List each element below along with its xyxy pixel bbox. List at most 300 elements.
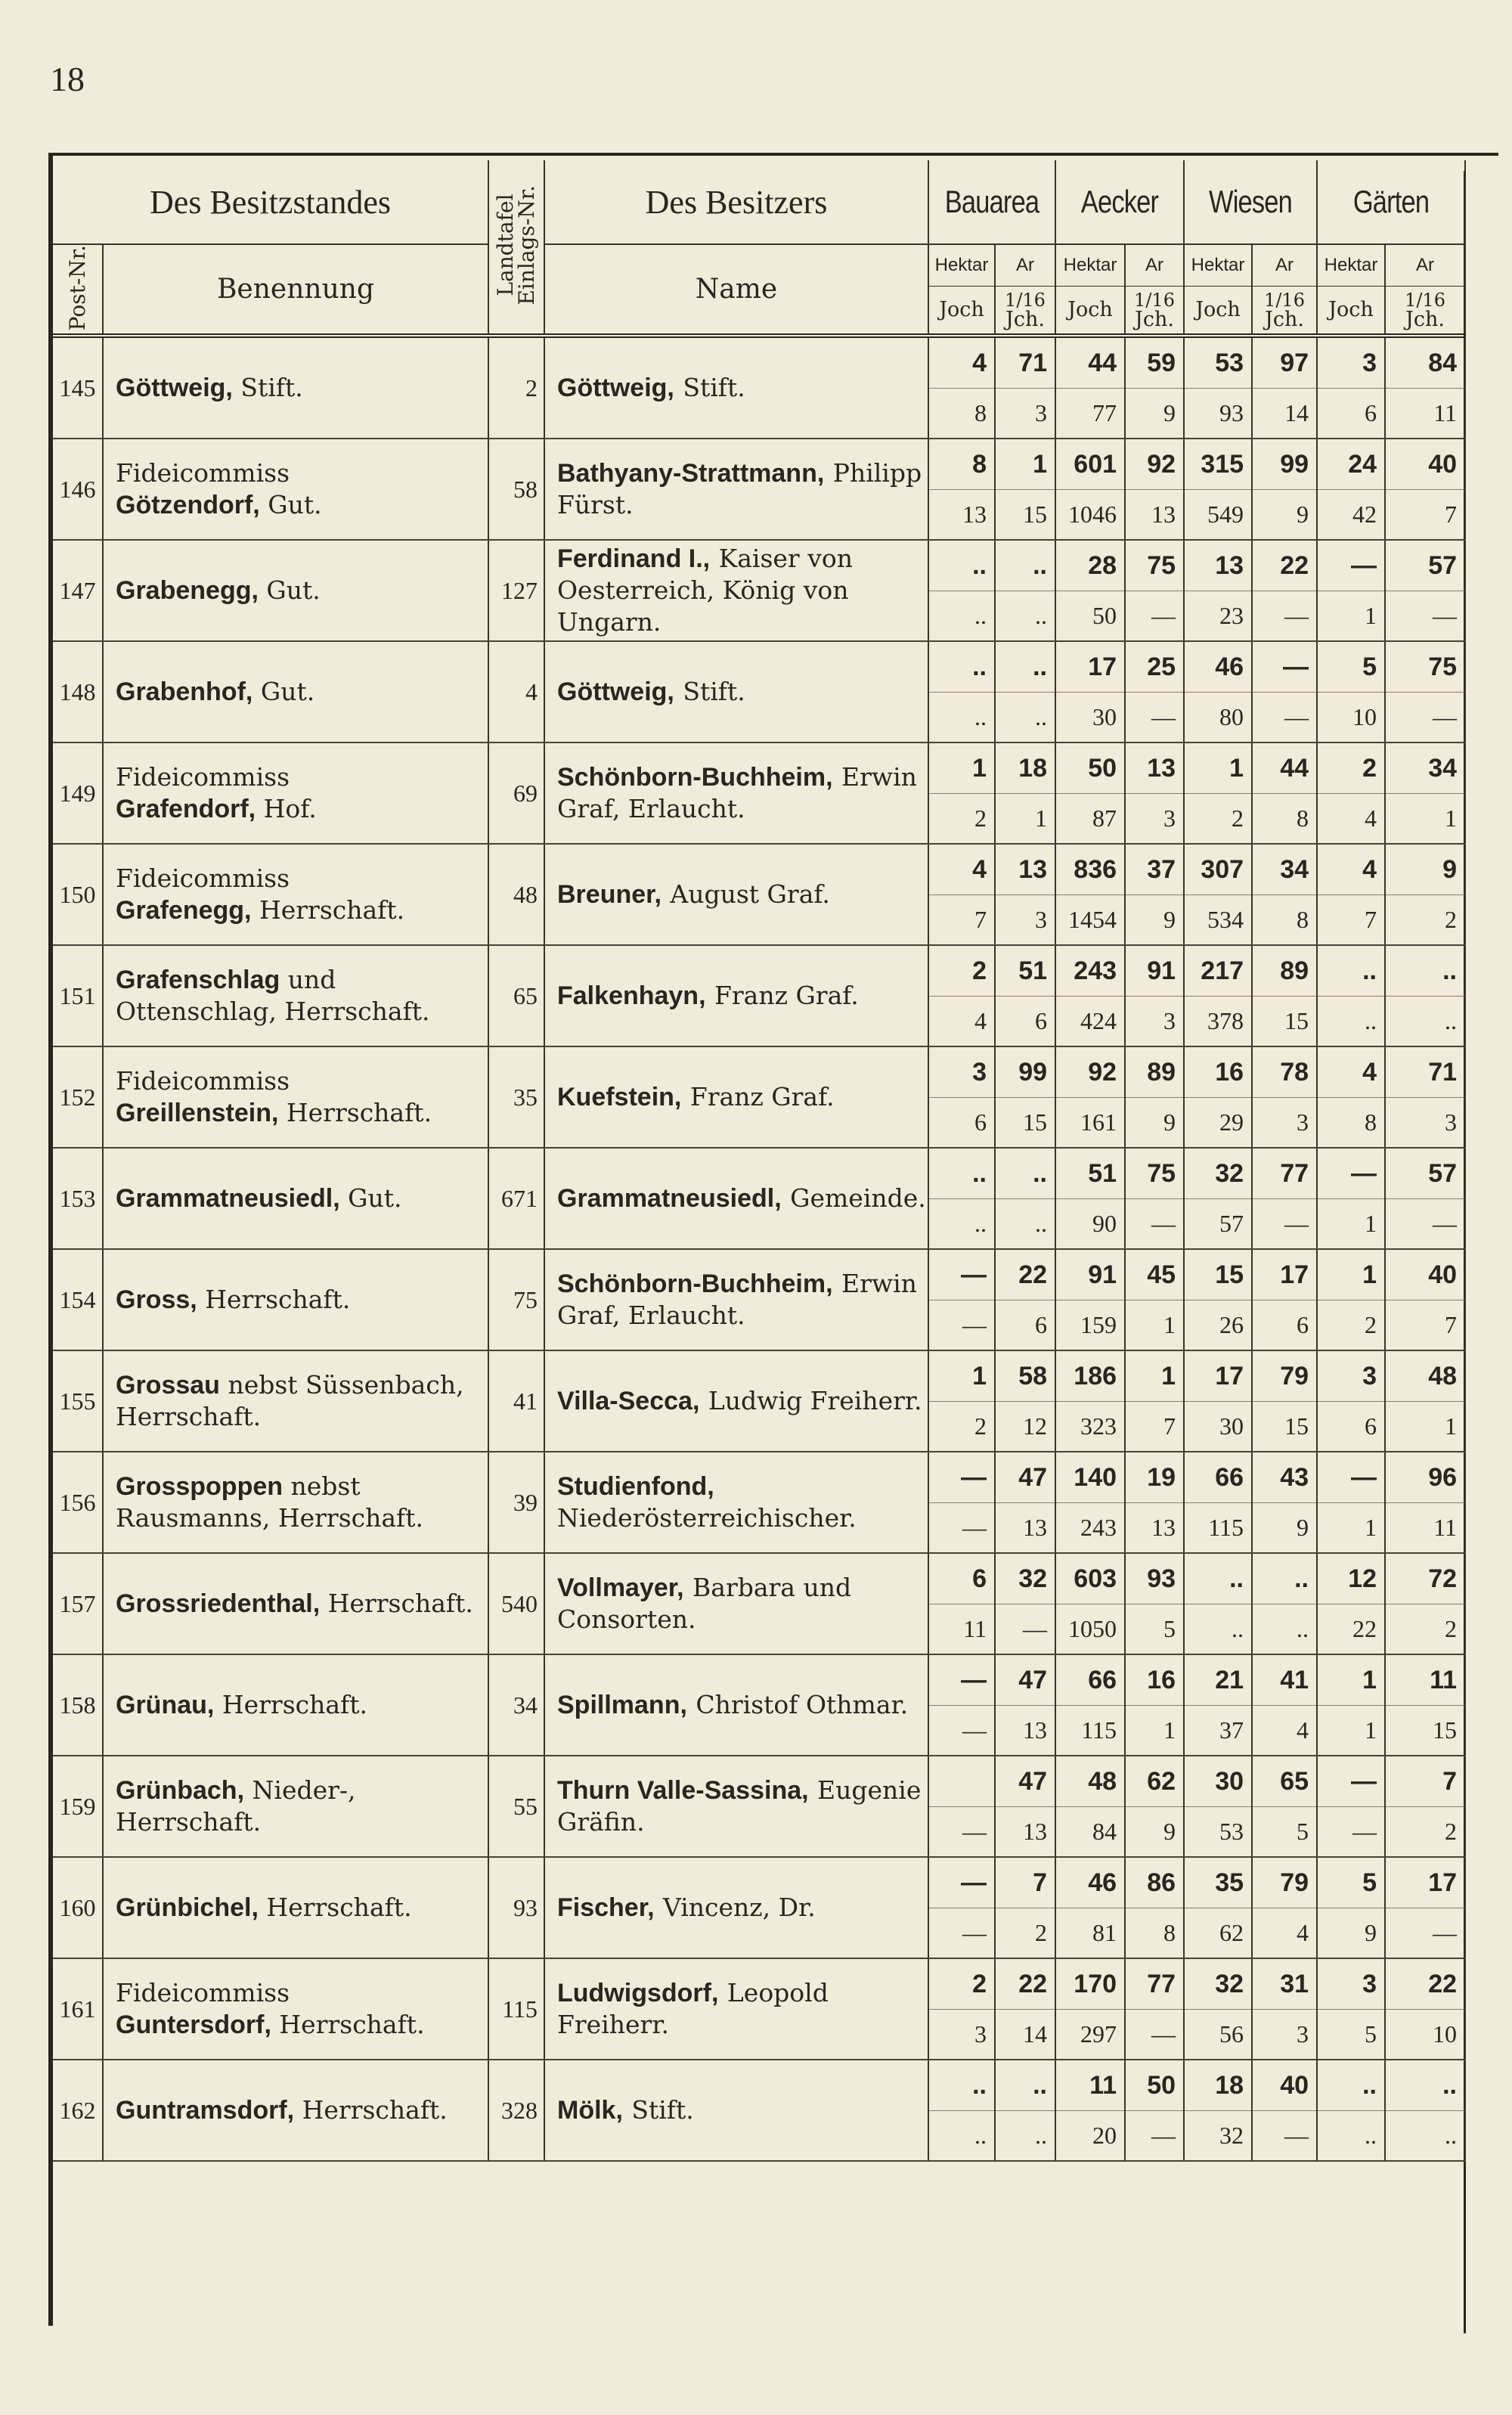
wiesen-ar-cell xyxy=(1252,742,1317,844)
wiesen-metric-value: 66 xyxy=(1185,1452,1251,1503)
bau-metric-value: .. xyxy=(929,642,994,693)
wiesen-metric-value: 18 xyxy=(1185,2060,1251,2111)
estate-name xyxy=(103,1452,488,1553)
gaerten-ar-cell xyxy=(1385,844,1465,945)
estate-description: Herrschaft. xyxy=(278,1098,432,1128)
owner-name xyxy=(544,1654,928,1756)
aecker-hektar-cell xyxy=(1055,641,1125,742)
gaerten-hektar-cell xyxy=(1317,1958,1385,2060)
gaerten-metric-value: 22 xyxy=(1386,1959,1464,2010)
gaerten-old-unit-value: 3 xyxy=(1445,1108,1458,1136)
wiesen-old-unit-value: — xyxy=(1284,2122,1309,2150)
bau-old-unit-value: 2 xyxy=(974,1412,987,1440)
bau-metric-value: .. xyxy=(929,541,994,591)
aecker-metric-value: 17 xyxy=(1056,642,1124,693)
estate-name xyxy=(103,1350,488,1452)
bau-metric-value: 99 xyxy=(996,1047,1055,1098)
aecker-metric-value: 44 xyxy=(1056,338,1124,389)
wiesen-ar-cell xyxy=(1252,439,1317,540)
post-number: 151 xyxy=(53,945,103,1046)
gaerten-hektar-cell xyxy=(1317,1046,1385,1148)
post-number: 158 xyxy=(53,1654,103,1756)
estate-description: Herrschaft. xyxy=(320,1589,473,1619)
wiesen-hektar-cell xyxy=(1184,2060,1252,2161)
wiesen-ar-cell xyxy=(1252,1452,1317,1553)
wiesen-metric-value: 315 xyxy=(1185,439,1251,490)
bau-old-unit-value: — xyxy=(962,1919,987,1947)
estate-name xyxy=(103,1046,488,1148)
wiesen-metric-value: 307 xyxy=(1185,845,1251,895)
gaerten-old-unit-value: .. xyxy=(1365,2122,1377,2150)
gaerten-old-unit-value: 6 xyxy=(1365,1412,1377,1440)
owner-description: Erwin Graf, Erlaucht. xyxy=(557,1269,917,1331)
estate-name xyxy=(103,1654,488,1756)
bau-metric-value: 32 xyxy=(996,1554,1055,1604)
wiesen-metric-value: 44 xyxy=(1253,743,1316,794)
gaerten-metric-value: — xyxy=(1318,1452,1384,1503)
post-nr-header: Post-Nr. xyxy=(53,244,103,336)
estate-title: Grünbach, xyxy=(116,1776,245,1806)
estate-description: nebst Süssenbach, Herrschaft. xyxy=(116,1370,464,1432)
owner-name xyxy=(544,1553,928,1654)
bau-old-unit-value: 2 xyxy=(1035,1919,1048,1947)
einlage-number: 4 xyxy=(488,641,544,742)
owner-name xyxy=(544,1350,928,1452)
einlage-number: 39 xyxy=(488,1452,544,1553)
aecker-metric-value: 75 xyxy=(1126,541,1183,591)
wiesen-metric-value: 16 xyxy=(1185,1047,1251,1098)
wiesen-metric-value: 65 xyxy=(1253,1756,1316,1807)
wiesen-hektar-cell xyxy=(1184,1756,1252,1857)
bau-hektar-cell xyxy=(928,1958,995,2060)
aecker-metric-value: 603 xyxy=(1056,1554,1124,1604)
land-register-table xyxy=(53,160,1466,2162)
page-number: 18 xyxy=(50,60,85,98)
wiesen-metric-value: 46 xyxy=(1185,642,1251,693)
einlage-number: 48 xyxy=(488,844,544,945)
gaerten-metric-value: 9 xyxy=(1386,845,1464,895)
gaerten-old-unit-value: 22 xyxy=(1352,1615,1377,1643)
gaerten-hektar-cell xyxy=(1317,439,1385,540)
bau-old-unit-value: 8 xyxy=(974,399,987,427)
bau-metric-value xyxy=(929,1756,994,1807)
gaerten-old-unit-value: — xyxy=(1433,1210,1458,1238)
einlage-number: 671 xyxy=(488,1148,544,1249)
wiesen-metric-value: 17 xyxy=(1253,1250,1316,1301)
bau-ar-cell xyxy=(995,1958,1055,2060)
gaerten-old-unit-value: 10 xyxy=(1352,703,1377,731)
gaerten-ar-cell xyxy=(1385,945,1465,1046)
gaerten-ar-cell xyxy=(1385,1756,1465,1857)
gaerten-metric-value: — xyxy=(1318,1756,1384,1807)
bau-metric-value: 58 xyxy=(996,1351,1055,1402)
gaerten-old-unit-value: 1 xyxy=(1365,1514,1377,1542)
aecker-old-unit-value: 50 xyxy=(1092,602,1117,630)
unit-hektar: Hektar xyxy=(928,244,995,287)
wiesen-metric-value: 43 xyxy=(1253,1452,1316,1503)
unit-ar: Ar xyxy=(1125,244,1184,287)
bau-hektar-cell xyxy=(928,1148,995,1249)
gaerten-metric-value: .. xyxy=(1318,946,1384,997)
wiesen-metric-value: 32 xyxy=(1185,1149,1251,1199)
aecker-old-unit-value: 3 xyxy=(1163,804,1176,832)
einlage-number: 328 xyxy=(488,2060,544,2161)
wiesen-ar-cell xyxy=(1252,1148,1317,1249)
aecker-hektar-cell xyxy=(1055,1654,1125,1756)
gaerten-hektar-cell xyxy=(1317,2060,1385,2161)
aecker-hektar-cell xyxy=(1055,1553,1125,1654)
wiesen-ar-cell xyxy=(1252,336,1317,439)
bau-old-unit-value: 3 xyxy=(1035,906,1048,934)
gaerten-metric-value: — xyxy=(1318,541,1384,591)
gaerten-ar-cell xyxy=(1385,540,1465,641)
wiesen-ar-cell xyxy=(1252,1857,1317,1958)
bau-ar-cell xyxy=(995,1654,1055,1756)
bau-hektar-cell xyxy=(928,1249,995,1350)
owner-description: Gemeinde. xyxy=(790,1183,926,1214)
owner-title: Kuefstein, xyxy=(557,1083,682,1112)
table-row xyxy=(53,1452,1465,1553)
estate-title: Grafendorf, xyxy=(116,795,256,824)
estate-description: Gut. xyxy=(253,677,315,707)
owner-description: Leopold Freiherr. xyxy=(557,1978,829,2040)
estate-title: Grabenegg, xyxy=(116,576,259,606)
aecker-metric-value: 66 xyxy=(1056,1655,1124,1706)
wiesen-old-unit-value: 14 xyxy=(1284,399,1309,427)
owner-description: Christof Othmar. xyxy=(696,1690,909,1720)
estate-description: Gut. xyxy=(259,490,322,520)
aecker-old-unit-value: 81 xyxy=(1092,1919,1117,1947)
table-row xyxy=(53,844,1465,945)
wiesen-hektar-cell xyxy=(1184,1452,1252,1553)
wiesen-ar-cell xyxy=(1252,945,1317,1046)
aecker-hektar-cell xyxy=(1055,1046,1125,1148)
gaerten-old-unit-value: 6 xyxy=(1365,399,1377,427)
bau-metric-value: .. xyxy=(929,2060,994,2111)
bau-ar-cell xyxy=(995,540,1055,641)
aecker-ar-cell xyxy=(1125,1249,1184,1350)
gaerten-old-unit-value: 4 xyxy=(1365,804,1377,832)
gaerten-hektar-cell xyxy=(1317,1452,1385,1553)
wiesen-ar-cell xyxy=(1252,844,1317,945)
estate-group-header: Des Besitzstandes xyxy=(53,160,488,244)
estate-prefix: Fideicommiss xyxy=(116,762,290,792)
owner-name xyxy=(544,439,928,540)
estate-name xyxy=(103,945,488,1046)
bau-old-unit-value: 1 xyxy=(1035,804,1048,832)
aecker-metric-value: 13 xyxy=(1126,743,1183,794)
gaerten-ar-cell xyxy=(1385,439,1465,540)
bau-metric-value: — xyxy=(929,1250,994,1301)
estate-prefix: Fideicommiss xyxy=(116,1066,290,1096)
owner-name xyxy=(544,844,928,945)
wiesen-ar-cell xyxy=(1252,2060,1317,2161)
bau-metric-value: 3 xyxy=(929,1047,994,1098)
aecker-metric-value: 601 xyxy=(1056,439,1124,490)
aecker-old-unit-value: — xyxy=(1151,2122,1176,2150)
bau-hektar-cell xyxy=(928,1654,995,1756)
estate-description: Herrschaft. xyxy=(197,1285,351,1315)
aecker-hektar-cell xyxy=(1055,1452,1125,1553)
bau-old-unit-value: 13 xyxy=(962,501,987,529)
gaerten-metric-value: 12 xyxy=(1318,1554,1384,1604)
aecker-metric-value: 243 xyxy=(1056,946,1124,997)
owner-description: Stift. xyxy=(683,677,745,707)
aecker-ar-cell xyxy=(1125,540,1184,641)
wiesen-hektar-cell xyxy=(1184,742,1252,844)
estate-description: Gut. xyxy=(339,1183,402,1214)
gaerten-old-unit-value: 8 xyxy=(1365,1108,1377,1136)
einlage-number: 540 xyxy=(488,1553,544,1654)
gaerten-old-unit-value: 1 xyxy=(1445,804,1458,832)
gaerten-hektar-cell xyxy=(1317,641,1385,742)
wiesen-metric-value: 97 xyxy=(1253,338,1316,389)
wiesen-metric-value: 31 xyxy=(1253,1959,1316,2010)
bau-old-unit-value: .. xyxy=(974,703,987,731)
estate-name xyxy=(103,439,488,540)
wiesen-ar-cell xyxy=(1252,540,1317,641)
owner-title: Spillmann, xyxy=(557,1691,687,1720)
wiesen-ar-cell xyxy=(1252,1654,1317,1756)
wiesen-metric-value: 78 xyxy=(1253,1047,1316,1098)
bau-old-unit-value: — xyxy=(962,1514,987,1542)
aecker-metric-value: 50 xyxy=(1126,2060,1183,2111)
estate-title: Grafenegg, xyxy=(116,896,252,925)
bau-hektar-cell xyxy=(928,439,995,540)
wiesen-old-unit-value: 9 xyxy=(1297,501,1309,529)
wiesen-hektar-cell xyxy=(1184,1857,1252,1958)
post-number: 154 xyxy=(53,1249,103,1350)
aecker-old-unit-value: 20 xyxy=(1092,2122,1117,2150)
owner-description: August Graf. xyxy=(670,879,830,910)
aecker-hektar-cell xyxy=(1055,1148,1125,1249)
aecker-metric-value: 77 xyxy=(1126,1959,1183,2010)
gaerten-metric-value: 48 xyxy=(1386,1351,1464,1402)
wiesen-old-unit-value: .. xyxy=(1232,1615,1244,1643)
wiesen-metric-value: 99 xyxy=(1253,439,1316,490)
gaerten-hektar-cell xyxy=(1317,1148,1385,1249)
table-row xyxy=(53,1857,1465,1958)
wiesen-metric-value: 53 xyxy=(1185,338,1251,389)
bau-hektar-cell xyxy=(928,1553,995,1654)
table-row xyxy=(53,439,1465,540)
wiesen-old-unit-value: — xyxy=(1284,703,1309,731)
wiesen-metric-value: 1 xyxy=(1185,743,1251,794)
gaerten-hektar-cell xyxy=(1317,1553,1385,1654)
gaerten-metric-value: 57 xyxy=(1386,1149,1464,1199)
bau-old-unit-value: — xyxy=(962,1716,987,1744)
einlage-number: 115 xyxy=(488,1958,544,2060)
aecker-metric-value: 59 xyxy=(1126,338,1183,389)
wiesen-metric-value: 34 xyxy=(1253,845,1316,895)
wiesen-old-unit-value: 378 xyxy=(1207,1007,1244,1035)
table-row xyxy=(53,641,1465,742)
gaerten-old-unit-value: — xyxy=(1433,602,1458,630)
wiesen-hektar-cell xyxy=(1184,439,1252,540)
bau-ar-cell xyxy=(995,1046,1055,1148)
aecker-metric-value: 93 xyxy=(1126,1554,1183,1604)
bau-ar-cell xyxy=(995,1553,1055,1654)
wiesen-ar-cell xyxy=(1252,1756,1317,1857)
wiesen-old-unit-value: 80 xyxy=(1219,703,1244,731)
bau-metric-value: .. xyxy=(929,1149,994,1199)
aecker-hektar-cell xyxy=(1055,1756,1125,1857)
gaerten-ar-cell xyxy=(1385,1452,1465,1553)
wiesen-hektar-cell xyxy=(1184,1249,1252,1350)
aecker-ar-cell xyxy=(1125,945,1184,1046)
owner-title: Göttweig, xyxy=(557,677,674,707)
owner-title: Villa-Secca, xyxy=(557,1387,700,1416)
gaerten-old-unit-value: — xyxy=(1352,1818,1377,1846)
bau-metric-value: 4 xyxy=(929,338,994,389)
bau-hektar-cell xyxy=(928,945,995,1046)
einlage-number: 65 xyxy=(488,945,544,1046)
owner-name xyxy=(544,1958,928,2060)
estate-title: Guntersdorf, xyxy=(116,2010,271,2040)
owner-description: Ludwig Freiherr. xyxy=(708,1386,922,1416)
aecker-old-unit-value: 243 xyxy=(1080,1514,1117,1542)
bau-old-unit-value: .. xyxy=(1035,2122,1048,2150)
aecker-old-unit-value: 9 xyxy=(1163,1818,1176,1846)
aecker-header: Aecker xyxy=(1067,160,1172,244)
bau-old-unit-value: 11 xyxy=(963,1615,987,1643)
aecker-ar-cell xyxy=(1125,1452,1184,1553)
bau-metric-value: 1 xyxy=(929,743,994,794)
owner-title: Ludwigsdorf, xyxy=(557,1979,719,2008)
unit-joch: Joch xyxy=(928,287,995,336)
bau-old-unit-value: 3 xyxy=(1035,399,1048,427)
estate-name xyxy=(103,844,488,945)
aecker-metric-value: 45 xyxy=(1126,1250,1183,1301)
bau-metric-value: .. xyxy=(996,642,1055,693)
estate-description: Herrschaft. xyxy=(214,1690,368,1720)
estate-description: Nieder-, Herrschaft. xyxy=(116,1775,356,1837)
bau-hektar-cell xyxy=(928,2060,995,2161)
aecker-old-unit-value: 13 xyxy=(1151,501,1176,529)
estate-name xyxy=(103,1958,488,2060)
wiesen-hektar-cell xyxy=(1184,1046,1252,1148)
estate-name xyxy=(103,1756,488,1857)
owner-description: Philipp Fürst. xyxy=(557,458,922,520)
gaerten-old-unit-value: 2 xyxy=(1445,1615,1458,1643)
post-number: 145 xyxy=(53,336,103,439)
bau-metric-value: 7 xyxy=(996,1858,1055,1908)
estate-title: Grossriedenthal, xyxy=(116,1589,321,1619)
aecker-hektar-cell xyxy=(1055,540,1125,641)
estate-title: Götzendorf, xyxy=(116,491,260,520)
bau-metric-value: 47 xyxy=(996,1756,1055,1807)
gaerten-old-unit-value: 2 xyxy=(1445,906,1458,934)
owner-title: Breuner, xyxy=(557,880,662,910)
owner-title: Vollmayer, xyxy=(557,1573,684,1603)
bau-old-unit-value: .. xyxy=(974,602,987,630)
post-number: 150 xyxy=(53,844,103,945)
bau-metric-value: 22 xyxy=(996,1250,1055,1301)
gaerten-metric-value: 3 xyxy=(1318,1351,1384,1402)
gaerten-old-unit-value: 2 xyxy=(1445,1818,1458,1846)
owner-description: Stift. xyxy=(631,2095,694,2125)
gaerten-hektar-cell xyxy=(1317,844,1385,945)
gaerten-metric-value: 4 xyxy=(1318,845,1384,895)
owner-title: Göttweig, xyxy=(557,374,674,403)
bau-ar-cell xyxy=(995,1249,1055,1350)
bau-ar-cell xyxy=(995,1756,1055,1857)
wiesen-old-unit-value: 32 xyxy=(1219,2122,1244,2150)
bau-ar-cell xyxy=(995,1452,1055,1553)
bau-ar-cell xyxy=(995,641,1055,742)
gaerten-metric-value: 96 xyxy=(1386,1452,1464,1503)
bau-ar-cell xyxy=(995,1857,1055,1958)
gaerten-metric-value: 71 xyxy=(1386,1047,1464,1098)
unit-ar: Ar xyxy=(995,244,1055,287)
wiesen-old-unit-value: 37 xyxy=(1219,1716,1244,1744)
aecker-ar-cell xyxy=(1125,439,1184,540)
gaerten-old-unit-value: 2 xyxy=(1365,1311,1377,1339)
bau-hektar-cell xyxy=(928,742,995,844)
aecker-hektar-cell xyxy=(1055,945,1125,1046)
wiesen-hektar-cell xyxy=(1184,336,1252,439)
bau-metric-value: .. xyxy=(996,541,1055,591)
wiesen-hektar-cell xyxy=(1184,1350,1252,1452)
aecker-metric-value: 51 xyxy=(1056,1149,1124,1199)
aecker-ar-cell xyxy=(1125,1350,1184,1452)
table-row xyxy=(53,1148,1465,1249)
table-row xyxy=(53,1958,1465,2060)
aecker-metric-value: 50 xyxy=(1056,743,1124,794)
einlage-number: 58 xyxy=(488,439,544,540)
gaerten-ar-cell xyxy=(1385,1046,1465,1148)
aecker-metric-value: 86 xyxy=(1126,1858,1183,1908)
gaerten-metric-value: .. xyxy=(1386,2060,1464,2111)
bau-old-unit-value: 12 xyxy=(1023,1412,1048,1440)
owner-name xyxy=(544,1046,928,1148)
bau-metric-value: 4 xyxy=(929,845,994,895)
post-number: 147 xyxy=(53,540,103,641)
gaerten-old-unit-value: 9 xyxy=(1365,1919,1377,1947)
aecker-old-unit-value: 5 xyxy=(1163,1615,1176,1643)
aecker-hektar-cell xyxy=(1055,2060,1125,2161)
unit-hektar: Hektar xyxy=(1184,244,1252,287)
gaerten-old-unit-value: 1 xyxy=(1365,602,1377,630)
owner-title: Grammatneusiedl, xyxy=(557,1184,782,1214)
wiesen-ar-cell xyxy=(1252,641,1317,742)
aecker-old-unit-value: 87 xyxy=(1092,804,1117,832)
estate-name xyxy=(103,1148,488,1249)
wiesen-ar-cell xyxy=(1252,1249,1317,1350)
unit-joch: Joch xyxy=(1055,287,1125,336)
wiesen-old-unit-value: 4 xyxy=(1297,1919,1309,1947)
aecker-ar-cell xyxy=(1125,742,1184,844)
unit-ar: Ar xyxy=(1252,244,1317,287)
einlage-number: 93 xyxy=(488,1857,544,1958)
aecker-ar-cell xyxy=(1125,1553,1184,1654)
wiesen-metric-value: 32 xyxy=(1185,1959,1251,2010)
aecker-metric-value: 19 xyxy=(1126,1452,1183,1503)
aecker-old-unit-value: 161 xyxy=(1080,1108,1117,1136)
gaerten-header: Gärten xyxy=(1331,160,1452,244)
gaerten-metric-value: 24 xyxy=(1318,439,1384,490)
wiesen-old-unit-value: 62 xyxy=(1219,1919,1244,1947)
gaerten-ar-cell xyxy=(1385,1553,1465,1654)
bau-ar-cell xyxy=(995,742,1055,844)
bau-old-unit-value: .. xyxy=(1035,703,1048,731)
bau-metric-value: .. xyxy=(996,2060,1055,2111)
aecker-ar-cell xyxy=(1125,1046,1184,1148)
owner-description: Franz Graf. xyxy=(714,981,859,1011)
wiesen-old-unit-value: 4 xyxy=(1297,1716,1309,1744)
aecker-old-unit-value: 90 xyxy=(1092,1210,1117,1238)
aecker-hektar-cell xyxy=(1055,844,1125,945)
